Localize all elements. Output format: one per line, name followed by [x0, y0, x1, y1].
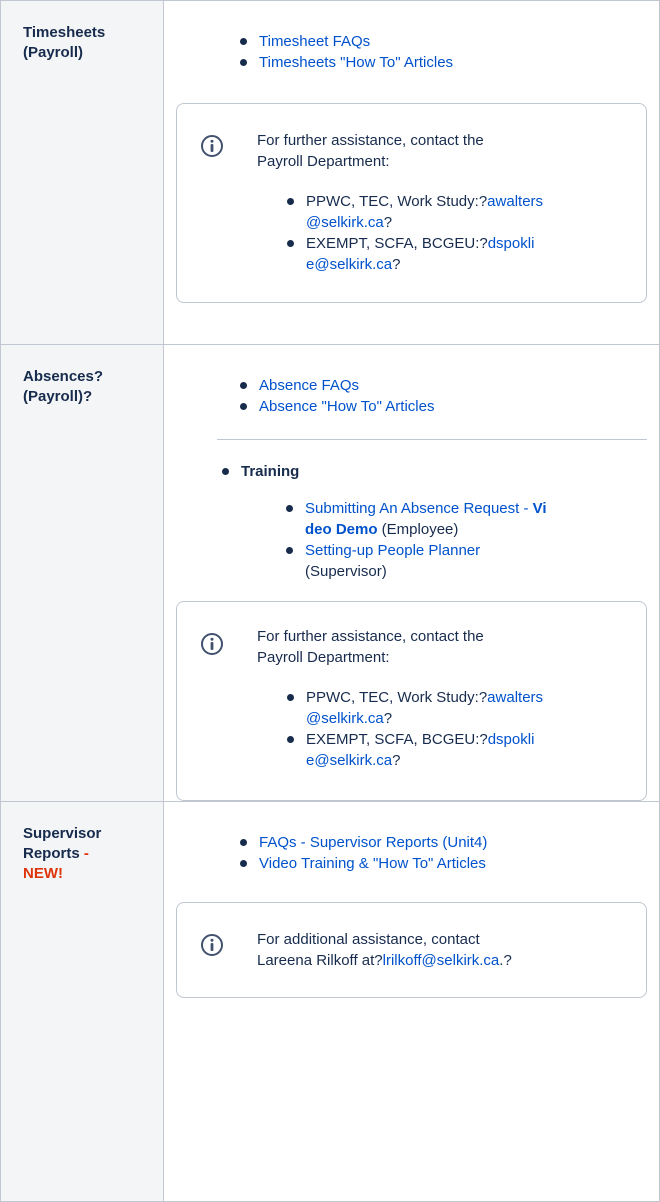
email-link-dspoklie-cont[interactable]: e@selkirk.ca	[306, 256, 393, 273]
list-item	[284, 191, 627, 233]
info-icon	[200, 632, 224, 656]
table-row-timesheets	[1, 1, 660, 345]
row-heading	[23, 23, 153, 63]
setting-up-people-planner-link[interactable]: Setting-up People Planner	[305, 542, 481, 559]
absence-how-to-link[interactable]: Absence "How To" Articles	[259, 398, 435, 415]
list-item	[237, 375, 659, 396]
panel-intro: For further assistance, contact the	[257, 132, 484, 149]
table-row-supervisor-reports	[1, 802, 660, 1202]
divider	[217, 439, 647, 440]
submitting-absence-request-link[interactable]: Submitting An Absence Request -	[305, 500, 533, 517]
heading-line: Timesheets	[23, 24, 106, 41]
row-content-supervisor-reports	[164, 802, 660, 1202]
new-badge: NEW!	[23, 865, 63, 882]
email-link-awalters[interactable]: awalters	[487, 689, 544, 706]
contact-suffix: ?	[383, 214, 393, 231]
link-list	[237, 31, 659, 73]
contact-suffix: ?	[383, 710, 393, 727]
training-audience: (Supervisor)	[305, 563, 387, 580]
list-item	[284, 687, 627, 729]
contact-list	[284, 191, 627, 275]
email-link-awalters-cont[interactable]: @selkirk.ca	[306, 710, 384, 727]
heading-line: (Payroll)?	[23, 388, 93, 405]
list-item	[237, 832, 659, 853]
training-sublist	[283, 498, 647, 582]
panel-intro-text: Lareena Rilkoff at?	[257, 952, 383, 969]
link-list	[237, 375, 659, 417]
list-item	[284, 729, 627, 771]
list-item	[237, 52, 659, 73]
contact-list	[284, 687, 627, 771]
heading-text: Reports	[23, 845, 80, 862]
email-link-awalters-cont[interactable]: @selkirk.ca	[306, 214, 384, 231]
table-row-absences	[1, 345, 660, 802]
heading-line: Absences?	[23, 368, 104, 385]
email-link-awalters[interactable]: awalters	[487, 193, 544, 210]
email-link-lrilkoff[interactable]: lrilkoff@selkirk.ca	[382, 952, 500, 969]
list-item	[284, 233, 627, 275]
list-item	[283, 498, 647, 540]
row-content-absences	[164, 345, 660, 802]
email-link-dspoklie[interactable]: dspokli	[487, 731, 535, 748]
video-demo-link-cont[interactable]: deo Demo	[305, 521, 378, 538]
timesheets-how-to-link[interactable]: Timesheets "How To" Articles	[259, 54, 454, 71]
list-item	[237, 31, 659, 52]
absence-faqs-link[interactable]: Absence FAQs	[259, 377, 360, 394]
contact-label: EXEMPT, SCFA, BCGEU:?	[306, 235, 488, 252]
heading-line: (Payroll)	[23, 44, 84, 61]
info-icon	[200, 933, 224, 957]
contact-suffix: ?	[392, 256, 401, 273]
contact-label: EXEMPT, SCFA, BCGEU:?	[306, 731, 488, 748]
faqs-supervisor-reports-link[interactable]: FAQs - Supervisor Reports (Unit4)	[259, 834, 488, 851]
heading-line	[23, 844, 153, 864]
timesheet-faqs-link[interactable]: Timesheet FAQs	[259, 33, 371, 50]
info-panel	[176, 601, 647, 801]
panel-intro	[257, 950, 627, 971]
panel-body	[257, 626, 627, 771]
panel-body	[257, 130, 627, 275]
link-list	[237, 832, 659, 874]
list-item	[219, 461, 659, 482]
training-list	[219, 461, 659, 482]
list-item	[237, 396, 659, 417]
row-header-absences	[1, 345, 164, 802]
panel-intro: Payroll Department:	[257, 649, 390, 666]
contact-suffix: ?	[392, 752, 401, 769]
row-header-timesheets	[1, 1, 164, 345]
heading-line: Supervisor	[23, 825, 102, 842]
training-audience: (Employee)	[377, 521, 459, 538]
panel-intro: For additional assistance, contact	[257, 931, 480, 948]
row-content-timesheets	[164, 1, 660, 345]
row-heading	[23, 367, 153, 407]
panel-intro: Payroll Department:	[257, 153, 390, 170]
training-heading: Training	[241, 463, 300, 480]
panel-intro: For further assistance, contact the	[257, 628, 484, 645]
contact-label: PPWC, TEC, Work Study:?	[306, 193, 488, 210]
panel-body	[257, 929, 627, 971]
info-panel	[176, 103, 647, 303]
list-item	[237, 853, 659, 874]
info-icon	[200, 134, 224, 158]
contact-label: PPWC, TEC, Work Study:?	[306, 689, 488, 706]
email-link-dspoklie[interactable]: dspokli	[487, 235, 535, 252]
row-header-supervisor-reports	[1, 802, 164, 1202]
info-panel	[176, 902, 647, 998]
panel-intro-suffix: .?	[499, 952, 512, 969]
list-item	[283, 540, 647, 582]
row-heading	[23, 824, 153, 884]
email-link-dspoklie-cont[interactable]: e@selkirk.ca	[306, 752, 393, 769]
video-training-how-to-link[interactable]: Video Training & "How To" Articles	[259, 855, 486, 872]
heading-dash: -	[79, 845, 89, 862]
video-demo-link[interactable]: Vi	[532, 500, 547, 517]
